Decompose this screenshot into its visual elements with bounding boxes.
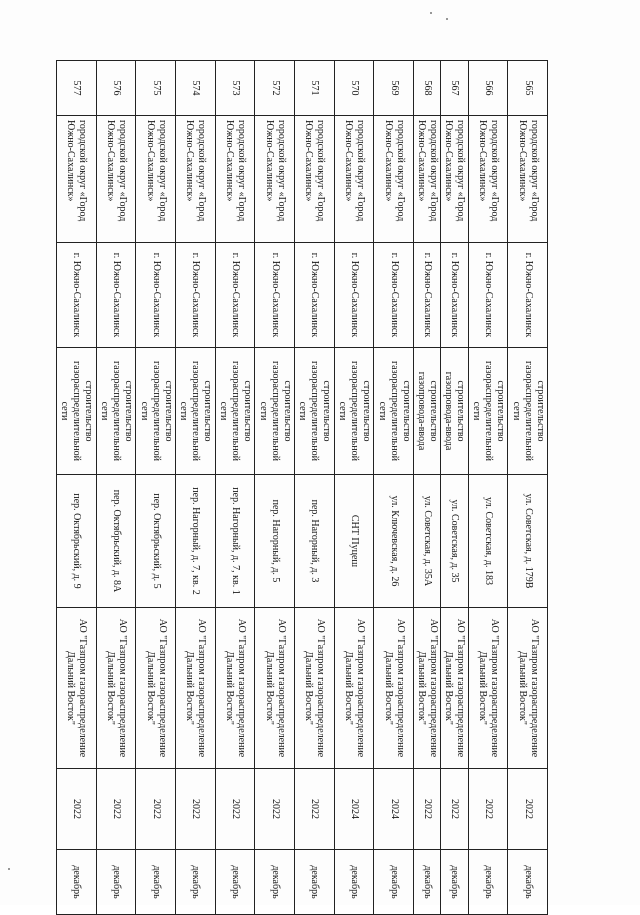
municipal-district-cell: городской округ «Город Южно-Сахалинск» — [57, 116, 97, 243]
completion-year-cell: 2022 — [508, 769, 548, 850]
table-row — [215, 61, 255, 915]
rotated-table-wrapper — [56, 60, 548, 899]
completion-month-cell: декабрь — [508, 850, 548, 915]
responsible-organization-cell: АО "Газпром газораспределение Дальний Восток" — [215, 608, 255, 769]
work-type-cell: строительство газораспределительной сети — [96, 348, 136, 475]
work-type-cell: строительство газораспределительной сети — [136, 348, 176, 475]
table-row — [176, 61, 216, 915]
municipal-district-cell: городской округ «Город Южно-Сахалинск» — [508, 116, 548, 243]
completion-year-cell: 2022 — [413, 769, 440, 850]
work-type-cell: строительство газораспределительной сети — [255, 348, 295, 475]
address-cell: ул. Советская, д. 183 — [468, 475, 508, 608]
row-number-cell: 576 — [96, 61, 136, 116]
address-cell: пер. Нагорный, д. 5 — [255, 475, 295, 608]
address-cell: ул. Советская, д. 35 — [441, 475, 468, 608]
address-cell: ул. Советская, д. 179В — [508, 475, 548, 608]
address-cell: пер. Октябрьский, д. 8А — [96, 475, 136, 608]
completion-year-cell: 2022 — [176, 769, 216, 850]
table-row — [57, 61, 97, 915]
settlement-cell: г. Южно-Сахалинск — [508, 243, 548, 348]
responsible-organization-cell: АО "Газпром газораспределение Дальний Восток" — [294, 608, 334, 769]
responsible-organization-cell: АО "Газпром газораспределение Дальний Восток" — [334, 608, 374, 769]
settlement-cell: г. Южно-Сахалинск — [374, 243, 414, 348]
responsible-organization-cell: АО "Газпром газораспределение Дальний Восток" — [255, 608, 295, 769]
completion-month-cell: декабрь — [176, 850, 216, 915]
table-row — [468, 61, 508, 915]
settlement-cell: г. Южно-Сахалинск — [294, 243, 334, 348]
row-number-cell: 567 — [441, 61, 468, 116]
municipal-district-cell: городской округ «Город Южно-Сахалинск» — [96, 116, 136, 243]
row-number-cell: 577 — [57, 61, 97, 116]
completion-year-cell: 2022 — [255, 769, 295, 850]
settlement-cell: г. Южно-Сахалинск — [176, 243, 216, 348]
work-type-cell: строительство газопровода-ввода — [413, 348, 440, 475]
municipal-district-cell: городской округ «Город Южно-Сахалинск» — [374, 116, 414, 243]
row-number-cell: 570 — [334, 61, 374, 116]
settlement-cell: г. Южно-Сахалинск — [136, 243, 176, 348]
completion-month-cell: декабрь — [96, 850, 136, 915]
address-cell: ул. Советская, д. 35А — [413, 475, 440, 608]
settlement-cell: г. Южно-Сахалинск — [215, 243, 255, 348]
address-cell: пер. Нагорный, д. 3 — [294, 475, 334, 608]
row-number-cell: 573 — [215, 61, 255, 116]
completion-month-cell: декабрь — [441, 850, 468, 915]
work-type-cell: строительство газораспределительной сети — [215, 348, 255, 475]
work-type-cell: строительство газораспределительной сети — [294, 348, 334, 475]
scan-speck — [446, 18, 448, 20]
responsible-organization-cell: АО "Газпром газораспределение Дальний Восток" — [441, 608, 468, 769]
completion-year-cell: 2022 — [136, 769, 176, 850]
completion-month-cell: декабрь — [374, 850, 414, 915]
completion-month-cell: декабрь — [468, 850, 508, 915]
responsible-organization-cell: АО "Газпром газораспределение Дальний Восток" — [136, 608, 176, 769]
completion-month-cell: декабрь — [136, 850, 176, 915]
settlement-cell: г. Южно-Сахалинск — [468, 243, 508, 348]
municipal-district-cell: городской округ «Город Южно-Сахалинск» — [294, 116, 334, 243]
scan-speck — [8, 868, 10, 870]
municipal-district-cell: городской округ «Город Южно-Сахалинск» — [255, 116, 295, 243]
table-row — [441, 61, 468, 915]
address-cell: пер. Нагорный, д. 7, кв. 2 — [176, 475, 216, 608]
address-cell: СНТ Пуцеш — [334, 475, 374, 608]
settlement-cell: г. Южно-Сахалинск — [57, 243, 97, 348]
completion-year-cell: 2024 — [334, 769, 374, 850]
table-row — [136, 61, 176, 915]
completion-year-cell: 2022 — [215, 769, 255, 850]
settlement-cell: г. Южно-Сахалинск — [96, 243, 136, 348]
address-cell: пер. Октябрьский, д. 5 — [136, 475, 176, 608]
municipal-district-cell: городской округ «Город Южно-Сахалинск» — [334, 116, 374, 243]
registry-table-body — [57, 61, 548, 915]
municipal-district-cell: городской округ «Город Южно-Сахалинск» — [441, 116, 468, 243]
address-cell: ул. Ключевская, д. 26 — [374, 475, 414, 608]
completion-year-cell: 2022 — [294, 769, 334, 850]
table-row — [413, 61, 440, 915]
row-number-cell: 571 — [294, 61, 334, 116]
row-number-cell: 565 — [508, 61, 548, 116]
municipal-district-cell: городской округ «Город Южно-Сахалинск» — [176, 116, 216, 243]
table-row — [294, 61, 334, 915]
responsible-organization-cell: АО "Газпром газораспределение Дальний Восток" — [468, 608, 508, 769]
settlement-cell: г. Южно-Сахалинск — [413, 243, 440, 348]
completion-year-cell: 2022 — [96, 769, 136, 850]
completion-month-cell: декабрь — [334, 850, 374, 915]
completion-month-cell: декабрь — [255, 850, 295, 915]
scan-speck — [430, 12, 432, 14]
completion-month-cell: декабрь — [215, 850, 255, 915]
responsible-organization-cell: АО "Газпром газораспределение Дальний Восток" — [508, 608, 548, 769]
responsible-organization-cell: АО "Газпром газораспределение Дальний Восток" — [96, 608, 136, 769]
address-cell: пер. Октябрьский, д. 9 — [57, 475, 97, 608]
work-type-cell: строительство газораспределительной сети — [176, 348, 216, 475]
completion-year-cell: 2024 — [374, 769, 414, 850]
row-number-cell: 574 — [176, 61, 216, 116]
municipal-district-cell: городской округ «Город Южно-Сахалинск» — [413, 116, 440, 243]
work-type-cell: строительство газораспределительной сети — [508, 348, 548, 475]
completion-year-cell: 2022 — [468, 769, 508, 850]
work-type-cell: строительство газораспределительной сети — [334, 348, 374, 475]
responsible-organization-cell: АО "Газпром газораспределение Дальний Восток" — [57, 608, 97, 769]
municipal-district-cell: городской округ «Город Южно-Сахалинск» — [136, 116, 176, 243]
settlement-cell: г. Южно-Сахалинск — [255, 243, 295, 348]
completion-year-cell: 2022 — [57, 769, 97, 850]
municipal-district-cell: городской округ «Город Южно-Сахалинск» — [215, 116, 255, 243]
responsible-organization-cell: АО "Газпром газораспределение Дальний Восток" — [374, 608, 414, 769]
completion-year-cell: 2022 — [441, 769, 468, 850]
gasification-registry-table — [56, 60, 548, 915]
row-number-cell: 568 — [413, 61, 440, 116]
table-row — [508, 61, 548, 915]
work-type-cell: строительство газораспределительной сети — [374, 348, 414, 475]
responsible-organization-cell: АО "Газпром газораспределение Дальний Восток" — [413, 608, 440, 769]
row-number-cell: 572 — [255, 61, 295, 116]
row-number-cell: 569 — [374, 61, 414, 116]
settlement-cell: г. Южно-Сахалинск — [441, 243, 468, 348]
table-row — [96, 61, 136, 915]
work-type-cell: строительство газопровода-ввода — [441, 348, 468, 475]
responsible-organization-cell: АО "Газпром газораспределение Дальний Восток" — [176, 608, 216, 769]
work-type-cell: строительство газораспределительной сети — [468, 348, 508, 475]
settlement-cell: г. Южно-Сахалинск — [334, 243, 374, 348]
table-row — [374, 61, 414, 915]
table-row — [334, 61, 374, 915]
completion-month-cell: декабрь — [413, 850, 440, 915]
table-row — [255, 61, 295, 915]
work-type-cell: строительство газораспределительной сети — [57, 348, 97, 475]
address-cell: пер. Нагорный, д. 7, кв. 1 — [215, 475, 255, 608]
row-number-cell: 575 — [136, 61, 176, 116]
completion-month-cell: декабрь — [294, 850, 334, 915]
municipal-district-cell: городской округ «Город Южно-Сахалинск» — [468, 116, 508, 243]
row-number-cell: 566 — [468, 61, 508, 116]
completion-month-cell: декабрь — [57, 850, 97, 915]
